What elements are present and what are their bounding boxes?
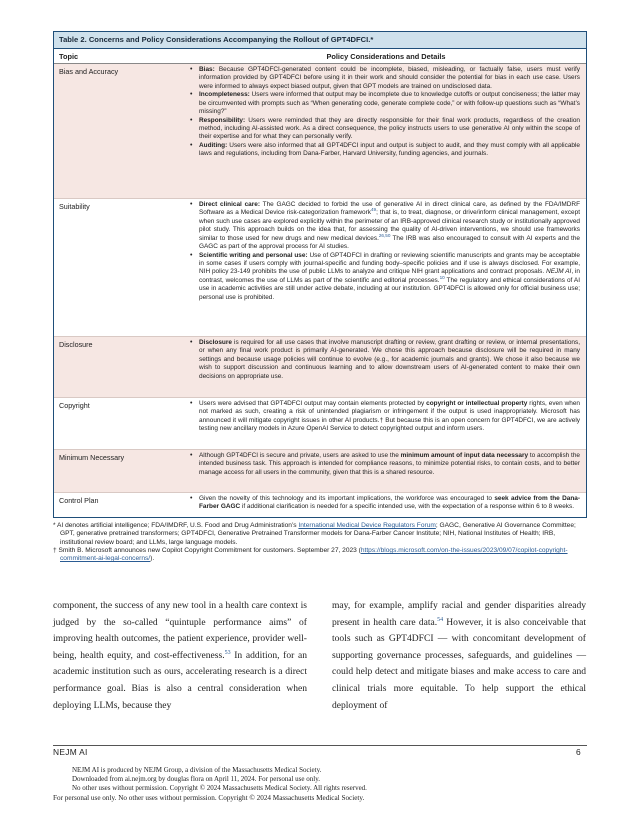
table-row bbox=[54, 398, 586, 450]
bullet-item: • Direct clinical care: The GAGC decided to forbid the use of generative AI in direct clinical care, as defined by the FDA/IMDRF Software as a Medical Device risk-categorization framework$^{49}$; that is, to treat, diagnose, or drive/inform clinical management, except when such use cases are explored explicitly within the perimeter of an IRB-approved clinical research study or institutionally approved pilot study. This approach builds on the idea that, for assessing the quality of AI-driven interventions, we should use frameworks similar to those used for new drugs and new medical devices.$^{26,50}$ The IRB was also encouraged to consult with AI experts and the GAGC as part of the approval process for AI studies. bbox=[199, 201, 580, 252]
policy-table bbox=[53, 31, 587, 518]
bullet-item: • Given the novelty of this technology and its important implications, the workforce was encouraged to seek advice from the Dana-Farber GAGC if additional clarification is needed for a specific intended use, with the expectation of a response within 6 to 8 weeks. bbox=[199, 495, 580, 512]
dagger-note: † Smith B. Microsoft announces new Copilot Copyright Commitment for customers. September 27, 2023 (https://blogs.microsoft.com/on-the-issues/2023/09/07/copilot-copyright-commitment-ai-legal-concerns/). bbox=[53, 546, 568, 563]
row-details bbox=[186, 398, 586, 449]
row-topic: Suitability bbox=[59, 202, 90, 211]
bullet-item: • Scientific writing and personal use: Use of GPT4DFCI in drafting or reviewing scientific manuscripts and grants may be acceptable in some cases if users comply with journal-specific and funding body–specific policies and if use is always disclosed. For example, NIH policy 23-149 prohibits the use of public LLMs to analyze and critique NIH grant applications and contract proposals. NEJM AI, in contrast, welcomes the use of LLMs as part of the scientific and editorial processes.$^{10}$ The regulatory and ethical considerations of AI use in academic activities are still under active debate, including at our institution. GPT4DFCI is allowed only for official business use; personal use is prohibited. bbox=[199, 252, 580, 303]
bullet-item: • Bias: Because GPT4DFCI-generated content could be incomplete, biased, misleading, or factually false, users must verify information provided by GPT4DFCI before using it in their work and should consider the potential for bias in each use case. Users were informed to always expect biased output, given that GPT models are trained on undisclosed data. bbox=[199, 66, 580, 91]
row-details bbox=[186, 64, 586, 198]
row-details bbox=[186, 199, 586, 336]
bullet-item: • Although GPT4DFCI is secure and private, users are asked to use the minimum amount of input data necessary to accomplish the intended business task. This approach is intended for compliance reasons, to minimize potential risks, to contain costs, and to better manage access for all users in the community, given that this is a shared resource. bbox=[199, 452, 580, 477]
bullet-item: • Responsibility: Users were reminded that they are directly responsible for their final work products, regardless of the creation method, including AI-assisted work. As a direct consequence, the policy instructs users to use generative AI only within the scope of their expertise and for what they can personally verify. bbox=[199, 117, 580, 142]
row-topic: Copyright bbox=[59, 401, 90, 410]
bullet-item: • Users were advised that GPT4DFCI output may contain elements protected by copyright or intellectual property rights, even when not marked as such, creating a risk of unintended plagiarism or infringement if the output is used inappropriately. Microsoft has announced it will mitigate copyright issues in other AI products.† But because this is an open concern for GPT4DFCI, we are actively testing new ancillary models in Azure OpenAI Service to detect copyrighted output and inform users. bbox=[199, 400, 580, 434]
copyright-notice: For personal use only. No other uses without permission. Copyright © 2024 Massachusetts Medical Society. bbox=[53, 794, 365, 802]
abbreviations-note: * AI denotes artificial intelligence; FDA/IMDRF, U.S. Food and Drug Administration’s International Medical Device Regulators Forum; GAGC, Generative AI Governance Committee; GPT, generative pretrained transformers; GPT4DFCI, Generative Pretrained Transformer models for Dana-Farber Cancer Institute; NIH, National Institutes of Health; IRB, institutional review board; and LLMs, large language models. bbox=[53, 522, 576, 546]
table-row bbox=[54, 450, 586, 493]
imdrf-link[interactable]: International Medical Device Regulators Forum bbox=[298, 522, 436, 529]
header-topic: Topic bbox=[59, 51, 79, 61]
bullet-item: • Disclosure is required for all use cases that involve manuscript drafting or review, grant drafting or review, or internal presentations, or when any final work product is primarily AI-generated. We chose this approach because disclosure will be required in many settings and because usage policies will continue to evolve (e.g., for academic journals and grants). We chose it also because we wish to support discussion and continuous learning and to allow downstream users of AI-generated content to make their own decisions on appropriate use. bbox=[199, 339, 580, 381]
body-text-right-column: may, for example, amplify racial and gender disparities already present in health care data.$^{54}$ However, it is also conceivable that tools such as GPT4DFCI — with concomitant development of supporting governance processes, safeguards, and guidelines — could help detect and mitigate biases and make access to care and clinical trials more equitable. To help support the ethical deployment of bbox=[332, 600, 586, 711]
body-text-left-column: component, the success of any new tool in a health care context is judged by the so-called “quintuple performance aims” of improving health outcomes, the patient experience, provider well-being, health equity, and cost-effectiveness.$^{53}$ In addition, for an academic institution such as ours, accelerating research is a direct performance goal. Bias is also a central consideration when deploying LLMs, because they bbox=[53, 600, 307, 711]
download-credit: NEJM AI is produced by NEJM Group, a division of the Massachusetts Medical Society. Downloaded from ai.nejm.org by douglas flora on April 11, 2024. For personal use only. No other uses without permission. Copyright © 2024 Massachusetts Medical Society. All rights reserved. bbox=[72, 766, 367, 793]
footer-divider bbox=[53, 745, 587, 746]
table-footnotes bbox=[53, 522, 587, 563]
row-details bbox=[186, 337, 586, 397]
microsoft-blog-link[interactable]: https://blogs.microsoft.com/on-the-issues/2023/09/07/copilot-copyright-commitment-ai-legal-concerns/ bbox=[60, 546, 568, 563]
journal-name: NEJM AI bbox=[53, 747, 88, 757]
row-topic: Minimum Necessary bbox=[59, 453, 125, 462]
row-topic: Control Plan bbox=[59, 496, 99, 505]
row-details bbox=[186, 450, 586, 492]
page-number: 6 bbox=[576, 747, 581, 757]
row-details bbox=[186, 493, 586, 518]
header-details: Policy Considerations and Details bbox=[326, 51, 446, 61]
bullet-item: • Incompleteness: Users were informed that output may be incomplete due to knowledge cutoffs or output conciseness; the latter may be circumvented with prompts such as “When generating code, generate complete code,” or with follow-up questions such as “What’s missing?” bbox=[199, 91, 580, 116]
table-row bbox=[54, 493, 586, 518]
row-topic: Bias and Accuracy bbox=[59, 67, 119, 76]
table-row bbox=[54, 64, 586, 199]
table-row bbox=[54, 337, 586, 398]
table-row bbox=[54, 199, 586, 337]
table-header-row bbox=[54, 49, 586, 64]
bullet-item: • Auditing: Users were also informed that all GPT4DFCI input and output is subject to audit, and they must comply with all applicable laws and regulations, including from Dana-Farber, Harvard University, funding agencies, and journals. bbox=[199, 142, 580, 159]
row-topic: Disclosure bbox=[59, 340, 93, 349]
table-title: Table 2. Concerns and Policy Considerations Accompanying the Rollout of GPT4DFCI.* bbox=[54, 32, 586, 49]
